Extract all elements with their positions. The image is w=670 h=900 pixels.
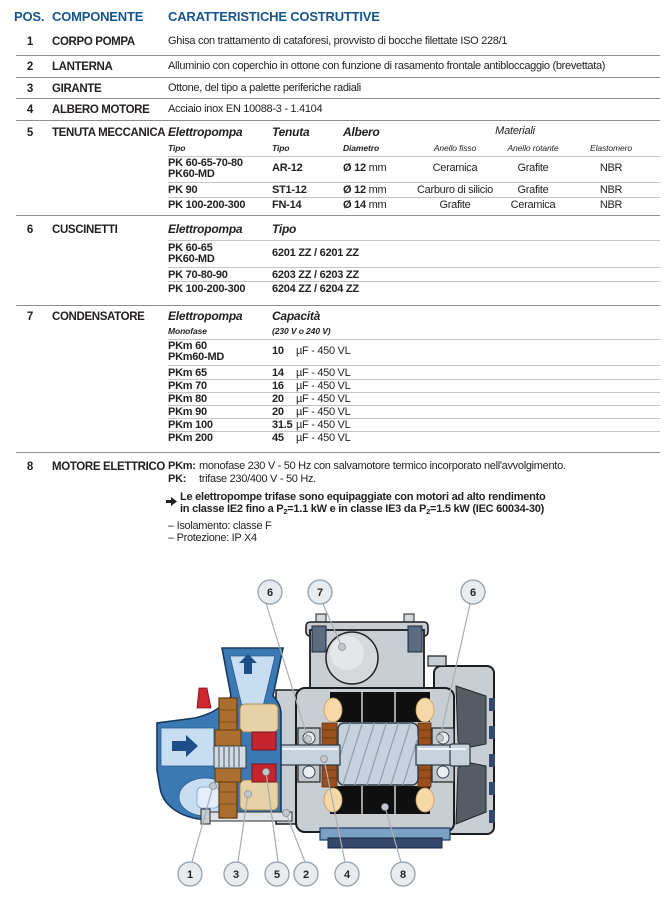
cell-bearing-type: 6203 ZZ / 6203 ZZ [272,269,359,281]
svg-text:8: 8 [399,869,407,881]
col-materiali: Materiali [495,125,535,137]
callout-6-left [258,580,282,604]
inner-line [168,379,660,380]
col-tipo: Tipo [272,222,297,236]
pk-label: PK: [168,473,187,485]
row-name: TENUTA MECCANICA [52,127,166,139]
cell-pompa: PK 90 [168,184,198,196]
col-elettropompa: Elettropompa [168,309,243,323]
svg-text:7: 7 [316,587,324,599]
note-line2: in classe IE2 fino a $P_2=1.1$ kW e in classe IE3 da $P_2=1.5$ kW (IEC 60034-30) [180,503,545,516]
cell-capacity-unit: µF - 450 VL [296,393,351,405]
separator-line [16,305,660,306]
row-name: GIRANTE [52,83,102,95]
inner-line [168,431,660,432]
cell-capacity-value: 16 [272,380,284,392]
cell-pompa: PK 100-200-300 [168,199,246,211]
cell-capacity-value: 20 [272,393,284,405]
inner-line [168,339,660,340]
cell-capacity-unit: µF - 450 VL [296,345,351,357]
pump-cross-section-diagram [0,560,670,900]
subcol-tipo: Tipo [168,143,186,153]
row-name: CORPO POMPA [52,36,135,48]
inner-line [168,182,660,183]
cell-capacity-unit: µF - 450 VL [296,406,351,418]
separator-line [16,215,660,216]
cell-pompa: PKm60-MD [168,351,225,363]
characteristics-column-header: CARATTERISTICHE COSTRUTTIVE [168,9,380,24]
cell-anello-rotante: Grafite [517,162,549,174]
col-elettropompa: Elettropompa [168,125,243,139]
inner-line [168,267,660,268]
subcol-anello-rotante: Anello rotante [507,143,559,153]
svg-text:1: 1 [186,869,194,881]
red-accent [197,688,211,708]
callout-1 [178,862,202,886]
col-tenuta: Tenuta [272,125,310,139]
svg-text:6: 6 [266,587,274,599]
row-name: MOTORE ELETTRICO [52,461,166,473]
cell-anello-rotante: Grafite [517,184,549,196]
inner-line [168,240,660,241]
cell-capacity-value: 20 [272,406,284,418]
cell-pompa: PK 100-200-300 [168,283,246,295]
inner-line [168,365,660,366]
inner-line [168,281,660,282]
cell-pompa: PKm 200 [168,432,213,444]
cell-capacity-value: 45 [272,432,284,444]
row-desc: Ghisa con trattamento di cataforesi, provvisto di bocche filettate ISO 228/1 [168,35,508,47]
cell-diametro: Ø 14 mm [343,199,387,211]
svg-text:6: 6 [469,587,477,599]
row-pos: 2 [26,61,34,73]
row-pos: 1 [26,36,34,48]
cell-elastomero: NBR [599,199,623,211]
separator-line [16,452,660,453]
callout-2 [294,862,318,886]
pkm-label: PKm: [168,460,196,472]
pos-column-header: POS. [14,9,45,24]
separator-line [16,77,660,78]
subcol-anello-fisso: Anello fisso [433,143,477,153]
note-line1: Le elettropompe trifase sono equipaggiate con motori ad alto rendimento [180,491,546,503]
cell-diametro: Ø 12 mm [343,162,387,174]
row-desc: Alluminio con coperchio in ottone con funzione di rasamento frontale antibloccaggio (brevettata) [168,60,606,72]
cell-pompa: PKm 100 [168,419,213,431]
inner-line [168,197,660,198]
rotor [330,718,424,788]
inner-line [168,405,660,406]
cell-capacity-unit: µF - 450 VL [296,380,351,392]
cell-anello-fisso: Carburo di silicio [417,184,493,196]
subcol-monofase: Monofase [168,326,207,336]
svg-text:4: 4 [343,869,351,881]
row-name: LANTERNA [52,61,113,73]
subcol-tipo: Tipo [272,143,290,153]
cell-capacity-value: 31.5 [272,419,293,431]
row-name: CUSCINETTI [52,224,118,236]
subcol-diametro: Diametro [343,143,380,153]
cell-pompa: PK 60-65-70-80 [168,157,243,169]
cell-bearing-type: 6204 ZZ / 6204 ZZ [272,283,359,295]
inner-line [168,392,660,393]
callout-7 [308,580,332,604]
cell-pompa: PKm 60 [168,340,207,352]
callout-8 [391,862,415,886]
cell-pompa: PKm 70 [168,380,207,392]
callout-3 [224,862,248,886]
row-pos: 8 [26,461,34,473]
row-name: ALBERO MOTORE [52,104,150,116]
row-desc: Acciaio inox EN 10088-3 - 1.4104 [168,103,323,115]
cell-elastomero: NBR [599,184,623,196]
pk-text: trifase 230/400 V - 50 Hz. [199,473,316,485]
cell-tenuta-tipo: AR-12 [272,162,303,174]
cell-bearing-type: 6201 ZZ / 6201 ZZ [272,247,359,259]
callout-4 [335,862,359,886]
cell-diametro: Ø 12 mm [343,184,387,196]
row-pos: 4 [26,104,34,116]
subcol-voltage: (230 V o 240 V) [272,326,331,336]
col-elettropompa: Elettropompa [168,222,243,236]
cell-pompa: PKm 65 [168,367,207,379]
separator-line [16,98,660,99]
row-pos: 7 [26,311,34,323]
row-pos: 3 [26,83,34,95]
svg-text:2: 2 [302,869,310,881]
callout-5 [265,862,289,886]
cell-pompa: PK 60-65 [168,242,213,254]
terminal-box [306,614,446,690]
cell-capacity-unit: µF - 450 VL [296,367,351,379]
row-pos: 6 [26,224,34,236]
cell-anello-fisso: Grafite [439,199,471,211]
subcol-elastomero: Elastomero [590,143,632,153]
cell-tenuta-tipo: ST1-12 [272,184,307,196]
row-desc: Ottone, del tipo a palette periferiche radiali [168,82,361,94]
cell-pompa: PK 70-80-90 [168,269,228,281]
cell-capacity-value: 14 [272,367,284,379]
separator-line [16,120,660,121]
cell-elastomero: NBR [599,162,623,174]
protezione-line: – Protezione: IP X4 [168,532,257,544]
svg-text:5: 5 [273,869,281,881]
inner-line [168,418,660,419]
col-albero: Albero [343,125,380,139]
cell-tenuta-tipo: FN-14 [272,199,302,211]
note-arrow-icon [166,494,177,511]
cell-capacity-unit: µF - 450 VL [296,419,351,431]
separator-line [16,55,660,56]
pkm-text: monofase 230 V - 50 Hz con salvamotore termico incorporato nell'avvolgimento. [199,460,566,472]
col-capacita: Capacità [272,309,321,323]
callout-6-right [461,580,485,604]
component-column-header: COMPONENTE [52,9,144,24]
cell-capacity-value: 10 [272,345,284,357]
isolamento-line: – Isolamento: classe F [168,520,272,532]
row-name: CONDENSATORE [52,311,145,323]
cell-pompa: PK60-MD [168,253,215,265]
svg-text:3: 3 [232,869,240,881]
cell-pompa: PKm 80 [168,393,207,405]
cell-anello-fisso: Ceramica [432,162,478,174]
cell-pompa: PKm 90 [168,406,207,418]
cell-anello-rotante: Ceramica [510,199,556,211]
row-pos: 5 [26,127,34,139]
cell-pompa: PK60-MD [168,168,215,180]
cell-capacity-unit: µF - 450 VL [296,432,351,444]
